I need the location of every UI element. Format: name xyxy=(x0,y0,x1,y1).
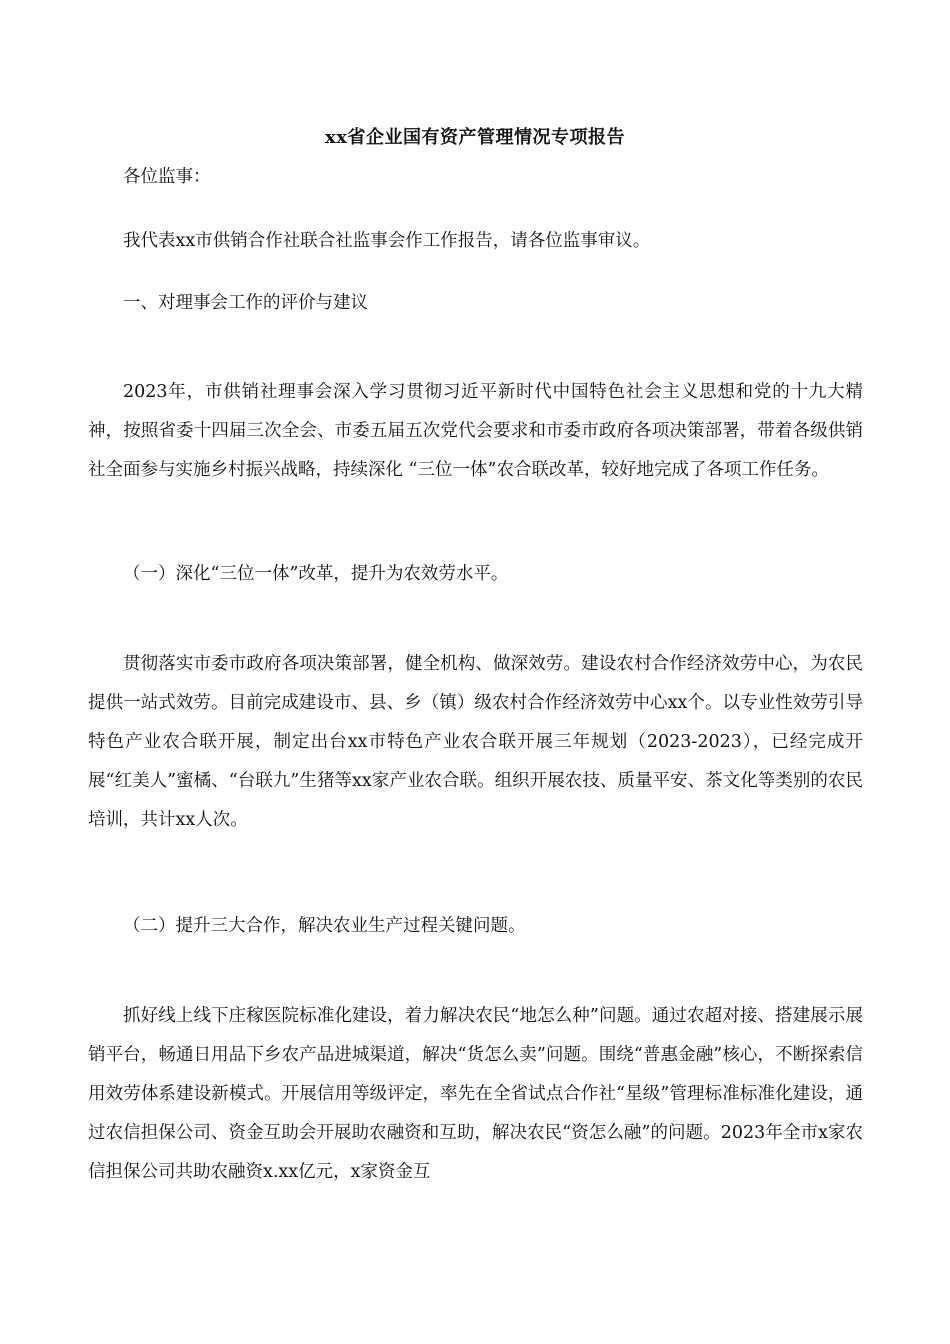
document-title: xx省企业国有资产管理情况专项报告 xyxy=(325,127,625,148)
body-paragraph: 抓好线上线下庄稼医院标准化建设，着力解决农民“地怎么种”问题。通过农超对接、搭建展示展销平台，畅通日用品下乡农产品进城渠道，解决“货怎么卖”问题。围绕“普惠金融”核心，不断探索信用效劳体系建设新模式。开展信用等级评定，率先在全省试点合作社“星级”管理标准标准化建设，通过农信担保公司、资金互助会开展助农融资和互助，解决农民“资怎么融”的问题。2023年全市x家农信担保公司共助农融资x.xx亿元，x家资金互 xyxy=(88,1006,863,1182)
subsection-heading: （一）深化“三位一体”改革，提升为农效劳水平。 xyxy=(123,564,509,584)
section-heading: 一、对理事会工作的评价与建议 xyxy=(123,293,368,313)
greeting: 各位监事： xyxy=(123,167,211,187)
intro-paragraph: 我代表xx市供销合作社联合社监事会作工作报告，请各位监事审议。 xyxy=(123,231,651,251)
body-paragraph: 贯彻落实市委市政府各项决策部署，健全机构、做深效劳。建设农村合作经济效劳中心，为农民提供一站式效劳。目前完成建设市、县、乡（镇）级农村合作经济效劳中心xx个。以专业性效劳引导特色产业农合联开展，制定出台xx市特色产业农合联开展三年规划（2023-2023），已经完成开展“红美人”蜜橘、“台联九”生猪等xx家产业农合联。组织开展农技、质量平安、茶文化等类别的农民培训，共计xx人次。 xyxy=(88,654,863,830)
subsection-heading: （二）提升三大合作，解决农业生产过程关键问题。 xyxy=(123,916,526,936)
body-paragraph: 2023年，市供销社理事会深入学习贯彻习近平新时代中国特色社会主义思想和党的十九大精神，按照省委十四届三次全会、市委五届五次党代会要求和市委市政府各项决策部署，带着各级供销社全面参与实施乡村振兴战略，持续深化 “三位一体”农合联改革，较好地完成了各项工作任务。 xyxy=(88,382,863,480)
